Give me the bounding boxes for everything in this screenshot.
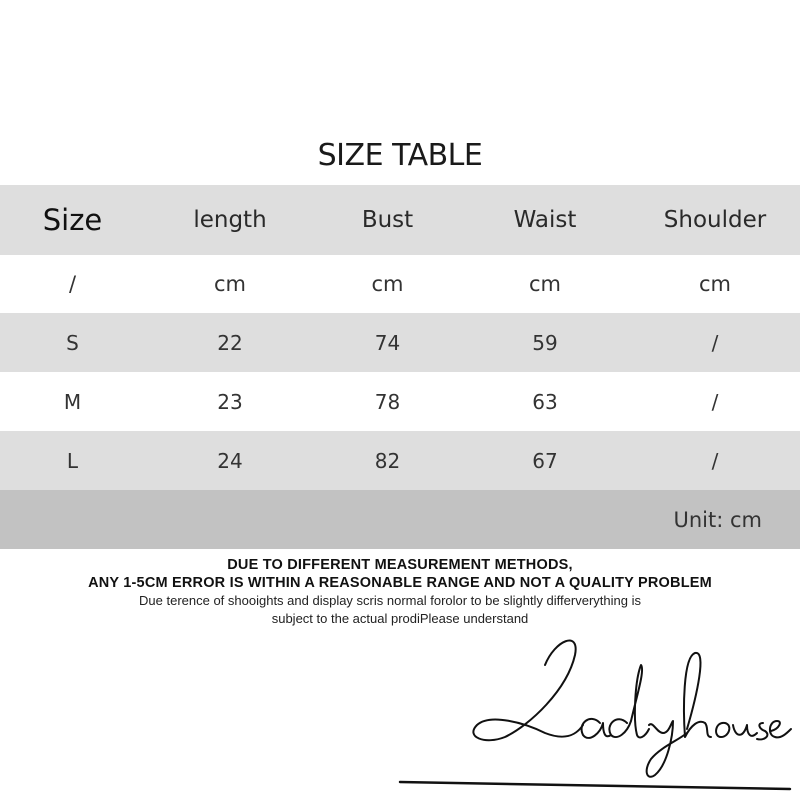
table-cell: M: [63, 389, 82, 414]
unit-cell: cm: [371, 272, 404, 296]
units-row: [0, 255, 800, 313]
table-cell: 22: [217, 330, 243, 355]
notice-line-1: DUE TO DIFFERENT MEASUREMENT METHODS,: [227, 557, 573, 573]
table-cell: /: [711, 448, 719, 473]
table-cell: 23: [217, 389, 243, 414]
table-cell: 74: [374, 330, 401, 355]
unit-cell: cm: [698, 272, 731, 296]
table-cell: 24: [217, 448, 243, 473]
size-table: [0, 185, 800, 549]
header-cell-waist: Waist: [513, 207, 577, 233]
header-cell-bust: Bust: [361, 207, 414, 233]
unit-cell: cm: [213, 272, 246, 296]
header-cell-size: Size: [42, 203, 103, 237]
table-cell: 78: [374, 389, 401, 414]
header-cell-shoulder: Shoulder: [663, 207, 767, 233]
table-cell: S: [66, 330, 79, 355]
table-cell: 82: [374, 448, 401, 473]
table-cell: 63: [532, 389, 558, 414]
measurement-notice: [0, 556, 800, 628]
unit-footer-row: [0, 490, 800, 549]
table-cell: 67: [532, 448, 558, 473]
table-cell: /: [711, 330, 719, 355]
unit-cell: /: [68, 272, 77, 296]
brand-signature-logo: [395, 625, 795, 795]
header-cell-length: length: [193, 207, 267, 233]
notice-line-4: subject to the actual prodiPlease understand: [271, 611, 529, 626]
table-cell: L: [66, 448, 79, 473]
notice-line-3: Due terence of shooights and display scris normal forolor to be slightly differverything is: [139, 593, 641, 608]
page-title: SIZE TABLE: [317, 138, 483, 173]
table-header-row: [0, 185, 800, 255]
table-cell: /: [711, 389, 719, 414]
unit-label: Unit: cm: [673, 507, 762, 532]
table-row-s: [0, 313, 800, 372]
unit-cell: cm: [528, 272, 561, 296]
table-row-l: [0, 431, 800, 490]
notice-line-2: ANY 1-5CM ERROR IS WITHIN A REASONABLE RANGE AND NOT A QUALITY PROBLEM: [88, 575, 712, 591]
table-row-m: [0, 372, 800, 431]
table-cell: 59: [532, 330, 558, 355]
